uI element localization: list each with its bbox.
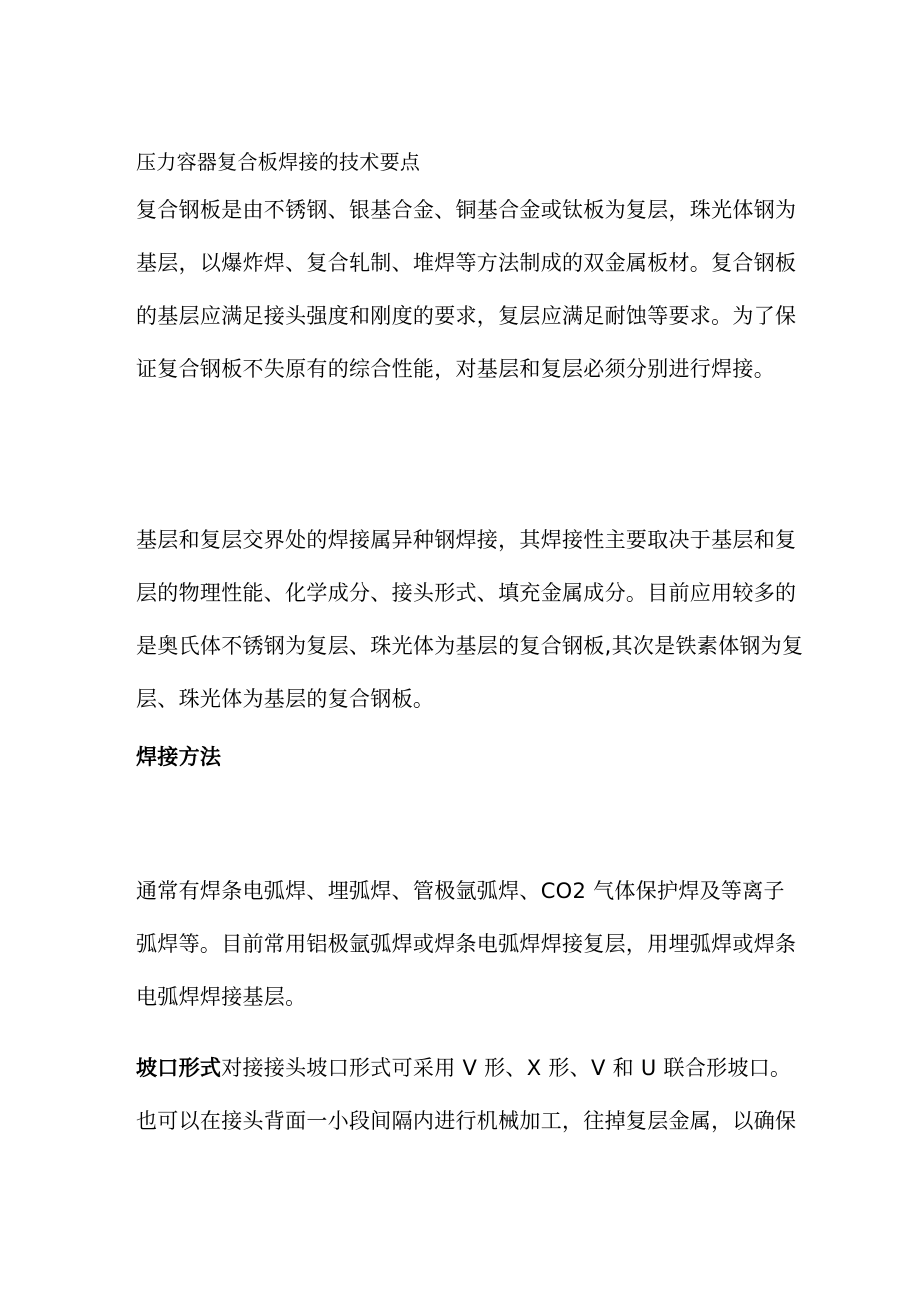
heading-welding-method: 焊接方法 bbox=[136, 745, 222, 769]
document-title: 压力容器复合板焊接的技术要点 bbox=[136, 150, 421, 174]
groove-form-text: 对接接头坡口形式可采用 V 形、X 形、V 和 U 联合形坡口。也可以在接头背面一小段间隔内进行机械加工，往掉复层金属，以确保 bbox=[136, 1056, 797, 1133]
paragraph-clad-plate-intro: 复合钢板是由不锈钢、银基合金、铜基合金或钛板为复层，珠光体钢为基层，以爆炸焊、复合轧制、堆焊等方法制成的双金属板材。复合钢板的基层应满足接头强度和刚度的要求，复层应满足耐蚀等要求。为了保证复合钢板不失原有的综合性能，对基层和复层必须分别进行焊接。 bbox=[136, 198, 797, 381]
paragraph-welding-methods: 通常有焊条电弧焊、埋弧焊、管极氩弧焊、CO2 气体保护焊及等离子弧焊等。目前常用铝极氩弧焊或焊条电弧焊焊接复层，用埋弧焊或焊条电弧焊焊接基层。 bbox=[136, 879, 797, 1009]
paragraph-groove-form bbox=[136, 1042, 806, 1148]
paragraph-dissimilar-steel: 基层和复层交界处的焊接属异种钢焊接，其焊接性主要取决于基层和复层的物理性能、化学成分、接头形式、填充金属成分。目前应用较多的是奥氏体不锈钢为复层、珠光体为基层的复合钢板,其次是铁素体钢为复层、珠光体为基层的复合钢板。 bbox=[136, 528, 804, 711]
groove-form-label: 坡口形式 bbox=[136, 1056, 222, 1080]
